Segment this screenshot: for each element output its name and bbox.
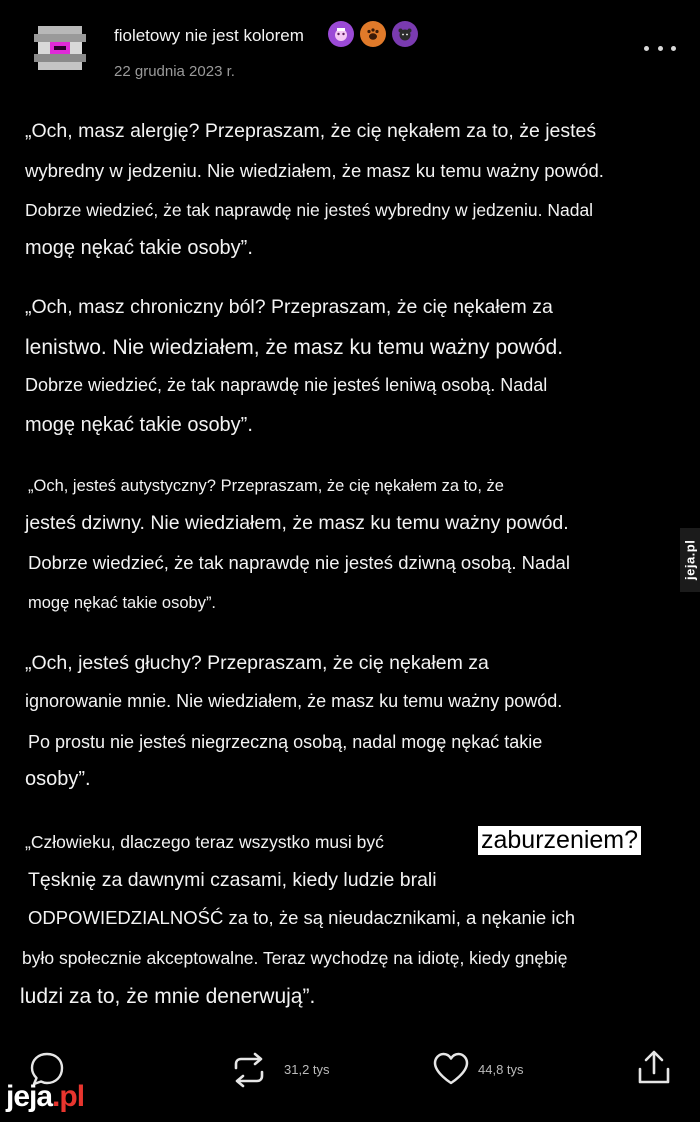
text-line: mogę nękać takie osoby”.: [25, 414, 253, 436]
badge-list: [328, 21, 418, 47]
text-line: lenistwo. Nie wiedziałem, że masz ku temu ważny powód.: [25, 336, 564, 359]
bottom-watermark: [6, 1080, 84, 1114]
share-icon[interactable]: [636, 1049, 672, 1087]
text-line: było społecznie akceptowalne. Teraz wychodzę na idiotę, kiedy gnębię: [22, 948, 568, 968]
text-line: osoby”.: [25, 768, 91, 790]
text-line: wybredny w jedzeniu. Nie wiedziałem, że masz ku temu ważny powód.: [25, 160, 604, 181]
badge-purple-icon: [328, 21, 354, 47]
text-line: mogę nękać takie osoby”.: [28, 594, 217, 612]
heart-icon[interactable]: [432, 1051, 470, 1087]
avatar[interactable]: [34, 22, 86, 74]
text-line: Po prostu nie jesteś niegrzeczną osobą, nadal mogę nękać takie: [28, 732, 543, 752]
highlight-word: zaburzeniem?: [478, 826, 641, 855]
watermark-tld: .pl: [52, 1080, 85, 1113]
badge-bear-icon: [392, 21, 418, 47]
like-count: 44,8 tys: [478, 1062, 524, 1077]
avatar-pixel-icon: [34, 22, 86, 74]
text-line: ludzi za to, że mnie denerwują”.: [20, 985, 316, 1008]
text-line: Dobrze wiedzieć, że tak naprawdę nie jesteś wybredny w jedzeniu. Nadal: [25, 200, 594, 220]
text-line: „Och, jesteś autystyczny? Przepraszam, że cię nękałem za to, że: [28, 477, 504, 495]
text-line: ignorowanie mnie. Nie wiedziałem, że masz ku temu ważny powód.: [25, 691, 563, 711]
watermark-name: jeja: [6, 1080, 53, 1113]
text-line: Dobrze wiedzieć, że tak naprawdę nie jesteś leniwą osobą. Nadal: [25, 375, 548, 395]
username[interactable]: fioletowy nie jest kolorem: [114, 26, 304, 45]
text-line: „Och, masz chroniczny ból? Przepraszam, że cię nękałem za: [25, 296, 553, 318]
text-line: mogę nękać takie osoby”.: [25, 237, 253, 259]
text-line: Tęsknię za dawnymi czasami, kiedy ludzie brali: [28, 869, 437, 891]
more-icon[interactable]: [644, 36, 676, 60]
post-date: 22 grudnia 2023 r.: [114, 63, 235, 80]
text-line: „Och, jesteś głuchy? Przepraszam, że cię nękałem za: [25, 652, 489, 674]
badge-paw-icon: [360, 21, 386, 47]
repost-count: 31,2 tys: [284, 1062, 330, 1077]
text-line: ODPOWIEDZIALNOŚĆ za to, że są nieudacznikami, a nękanie ich: [28, 907, 575, 928]
text-line: jesteś dziwny. Nie wiedziałem, że masz ku temu ważny powód.: [25, 512, 569, 534]
post-header: [0, 0, 700, 100]
repost-icon[interactable]: [230, 1052, 268, 1088]
text-line: „Człowieku, dlaczego teraz wszystko musi być: [25, 832, 384, 852]
side-watermark: jeja.pl: [680, 528, 700, 592]
text-line: Dobrze wiedzieć, że tak naprawdę nie jesteś dziwną osobą. Nadal: [28, 552, 570, 573]
action-bar: [0, 1035, 700, 1122]
text-line: „Och, masz alergię? Przepraszam, że cię nękałem za to, że jesteś: [25, 120, 597, 142]
